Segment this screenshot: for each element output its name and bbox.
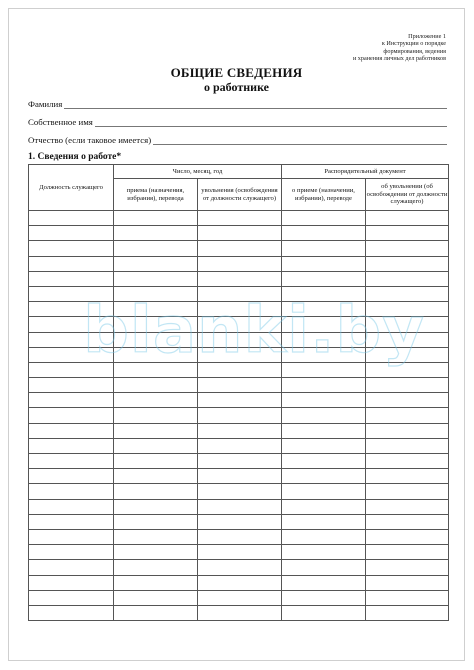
table-cell[interactable]: [29, 271, 114, 286]
table-cell[interactable]: [29, 347, 114, 362]
table-cell[interactable]: [282, 590, 366, 605]
table-row: [29, 438, 449, 453]
table-cell[interactable]: [29, 378, 114, 393]
table-row: [29, 484, 449, 499]
table-cell[interactable]: [114, 423, 198, 438]
table-cell[interactable]: [282, 560, 366, 575]
table-cell[interactable]: [282, 256, 366, 271]
table-cell[interactable]: [198, 590, 282, 605]
table-cell[interactable]: [114, 499, 198, 514]
header-doc-dismiss: об увольнении (об освобождении от должности служащего): [366, 179, 449, 211]
table-cell[interactable]: [114, 241, 198, 256]
document-page: [8, 8, 465, 661]
table-cell[interactable]: [282, 378, 366, 393]
table-cell[interactable]: [29, 362, 114, 377]
table-row: [29, 408, 449, 423]
table-cell[interactable]: [198, 332, 282, 347]
table-row: [29, 469, 449, 484]
table-cell[interactable]: [366, 211, 449, 226]
table-cell[interactable]: [366, 286, 449, 301]
table-row: [29, 499, 449, 514]
table-cell[interactable]: [198, 347, 282, 362]
table-cell[interactable]: [282, 241, 366, 256]
first-name-input-line[interactable]: [95, 117, 447, 127]
table-cell[interactable]: [114, 271, 198, 286]
table-cell[interactable]: [29, 499, 114, 514]
table-cell[interactable]: [29, 408, 114, 423]
table-cell[interactable]: [366, 378, 449, 393]
table-cell[interactable]: [366, 302, 449, 317]
table-cell[interactable]: [114, 529, 198, 544]
table-cell[interactable]: [366, 362, 449, 377]
table-cell[interactable]: [198, 423, 282, 438]
table-cell[interactable]: [114, 286, 198, 301]
surname-field: [28, 97, 447, 109]
table-row: [29, 393, 449, 408]
table-cell[interactable]: [282, 545, 366, 560]
table-cell[interactable]: [198, 302, 282, 317]
table-cell[interactable]: [198, 575, 282, 590]
table-cell[interactable]: [366, 454, 449, 469]
table-cell[interactable]: [366, 484, 449, 499]
table-row: [29, 454, 449, 469]
table-cell[interactable]: [366, 605, 449, 620]
appendix-line: к Инструкции о порядке: [381, 40, 446, 48]
table-cell[interactable]: [366, 529, 449, 544]
table-cell[interactable]: [366, 514, 449, 529]
table-row: [29, 211, 449, 226]
patronymic-input-line[interactable]: [153, 135, 447, 145]
table-cell[interactable]: [114, 302, 198, 317]
table-cell[interactable]: [366, 408, 449, 423]
table-cell[interactable]: [29, 393, 114, 408]
table-cell[interactable]: [29, 256, 114, 271]
table-cell[interactable]: [198, 271, 282, 286]
table-row: [29, 423, 449, 438]
appendix-note: [316, 33, 446, 63]
table-cell[interactable]: [366, 423, 449, 438]
table-cell[interactable]: [114, 362, 198, 377]
table-cell[interactable]: [29, 560, 114, 575]
table-cell[interactable]: [366, 241, 449, 256]
table-cell[interactable]: [29, 454, 114, 469]
table-cell[interactable]: [198, 438, 282, 453]
table-cell[interactable]: [282, 286, 366, 301]
table-cell[interactable]: [366, 560, 449, 575]
table-cell[interactable]: [114, 256, 198, 271]
table-cell[interactable]: [198, 256, 282, 271]
header-dismiss-date: увольнения (освобождения от должности служащего): [198, 179, 282, 211]
work-history-table: [28, 164, 449, 621]
surname-input-line[interactable]: [64, 99, 447, 109]
table-cell[interactable]: [282, 605, 366, 620]
table-cell[interactable]: [366, 317, 449, 332]
table-row: [29, 575, 449, 590]
table-cell[interactable]: [114, 590, 198, 605]
table-cell[interactable]: [198, 211, 282, 226]
table-cell[interactable]: [114, 378, 198, 393]
table-cell[interactable]: [366, 438, 449, 453]
table-row: [29, 378, 449, 393]
first-name-field: [28, 115, 447, 127]
appendix-line: и хранения личных дел работников: [352, 55, 446, 63]
table-row: [29, 605, 449, 620]
table-cell[interactable]: [282, 484, 366, 499]
table-cell[interactable]: [366, 469, 449, 484]
table-cell[interactable]: [282, 347, 366, 362]
table-cell[interactable]: [282, 302, 366, 317]
table-row: [29, 302, 449, 317]
table-cell[interactable]: [282, 438, 366, 453]
table-cell[interactable]: [29, 575, 114, 590]
table-cell[interactable]: [29, 514, 114, 529]
table-row: [29, 256, 449, 271]
table-cell[interactable]: [29, 226, 114, 241]
surname-label: Фамилия: [28, 99, 63, 109]
header-document-group: Распорядительный документ: [282, 165, 449, 179]
table-cell[interactable]: [282, 408, 366, 423]
table-cell[interactable]: [282, 226, 366, 241]
table-cell[interactable]: [29, 590, 114, 605]
table-cell[interactable]: [29, 317, 114, 332]
table-cell[interactable]: [282, 514, 366, 529]
table-cell[interactable]: [114, 332, 198, 347]
watermark: blanki.by: [83, 294, 425, 368]
table-cell[interactable]: [198, 545, 282, 560]
table-cell[interactable]: [114, 317, 198, 332]
table-row: [29, 317, 449, 332]
table-cell[interactable]: [282, 317, 366, 332]
table-cell[interactable]: [29, 605, 114, 620]
table-row: [29, 545, 449, 560]
document-subtitle: о работнике: [203, 80, 270, 94]
table-row: [29, 226, 449, 241]
table-row: [29, 332, 449, 347]
table-row: [29, 347, 449, 362]
table-cell[interactable]: [198, 286, 282, 301]
table-cell[interactable]: [198, 378, 282, 393]
table-cell[interactable]: [114, 226, 198, 241]
table-cell[interactable]: [114, 393, 198, 408]
table-cell[interactable]: [114, 545, 198, 560]
table-cell[interactable]: [198, 484, 282, 499]
table-cell[interactable]: [114, 469, 198, 484]
table-cell[interactable]: [29, 241, 114, 256]
table-cell[interactable]: [29, 332, 114, 347]
table-cell[interactable]: [282, 499, 366, 514]
table-cell[interactable]: [29, 423, 114, 438]
appendix-line: формирования, ведения: [383, 47, 446, 55]
table-row: [29, 514, 449, 529]
document-title: ОБЩИЕ СВЕДЕНИЯ: [170, 65, 303, 80]
table-cell[interactable]: [114, 560, 198, 575]
table-cell[interactable]: [366, 393, 449, 408]
table-cell[interactable]: [282, 454, 366, 469]
table-row: [29, 529, 449, 544]
table-cell[interactable]: [282, 529, 366, 544]
table-cell[interactable]: [282, 332, 366, 347]
table-row: [29, 362, 449, 377]
table-cell[interactable]: [282, 469, 366, 484]
table-cell[interactable]: [29, 484, 114, 499]
table-cell[interactable]: [366, 226, 449, 241]
table-cell[interactable]: [198, 605, 282, 620]
table-cell[interactable]: [366, 347, 449, 362]
table-cell[interactable]: [198, 226, 282, 241]
table-row: [29, 286, 449, 301]
first-name-label: Собственное имя: [28, 117, 93, 127]
table-cell[interactable]: [114, 484, 198, 499]
table-cell[interactable]: [114, 514, 198, 529]
table-row: [29, 271, 449, 286]
table-row: [29, 590, 449, 605]
table-cell[interactable]: [198, 362, 282, 377]
table-cell[interactable]: [366, 590, 449, 605]
table-cell[interactable]: [114, 438, 198, 453]
header-position: Должность служащего: [29, 165, 114, 211]
table-cell[interactable]: [366, 545, 449, 560]
table-cell[interactable]: [366, 575, 449, 590]
header-date-group: Число, месяц, год: [114, 165, 282, 179]
table-cell[interactable]: [198, 499, 282, 514]
section-title: 1. Сведения о работе*: [28, 152, 122, 162]
table-row: [29, 241, 449, 256]
patronymic-label: Отчество (если таковое имеется): [28, 135, 152, 145]
table-cell[interactable]: [366, 256, 449, 271]
table-cell[interactable]: [29, 286, 114, 301]
table-cell[interactable]: [198, 241, 282, 256]
table-cell[interactable]: [198, 393, 282, 408]
table-cell[interactable]: [198, 514, 282, 529]
table-cell[interactable]: [29, 211, 114, 226]
table-cell[interactable]: [29, 469, 114, 484]
appendix-line: Приложение 1: [408, 33, 446, 40]
table-cell[interactable]: [198, 529, 282, 544]
table-cell[interactable]: [198, 454, 282, 469]
table-cell[interactable]: [198, 469, 282, 484]
header-doc-hire: о приеме (назначении, избрании), переводе: [282, 179, 366, 211]
table-cell[interactable]: [114, 408, 198, 423]
table-cell[interactable]: [29, 438, 114, 453]
patronymic-field: [28, 133, 447, 145]
table-cell[interactable]: [198, 408, 282, 423]
table-cell[interactable]: [366, 332, 449, 347]
table-cell[interactable]: [29, 545, 114, 560]
table-cell[interactable]: [366, 499, 449, 514]
table-cell[interactable]: [114, 347, 198, 362]
table-cell[interactable]: [198, 317, 282, 332]
header-hire-date: приема (назначения, избрания), перевода: [114, 179, 198, 211]
table-cell[interactable]: [282, 271, 366, 286]
table-cell[interactable]: [282, 362, 366, 377]
table-row: [29, 560, 449, 575]
table-cell[interactable]: [114, 605, 198, 620]
table-cell[interactable]: [282, 211, 366, 226]
table-cell[interactable]: [114, 454, 198, 469]
table-cell[interactable]: [366, 271, 449, 286]
table-cell[interactable]: [198, 560, 282, 575]
table-cell[interactable]: [114, 211, 198, 226]
table-cell[interactable]: [114, 575, 198, 590]
table-cell[interactable]: [29, 529, 114, 544]
table-cell[interactable]: [282, 393, 366, 408]
table-cell[interactable]: [282, 575, 366, 590]
table-cell[interactable]: [282, 423, 366, 438]
table-cell[interactable]: [29, 302, 114, 317]
